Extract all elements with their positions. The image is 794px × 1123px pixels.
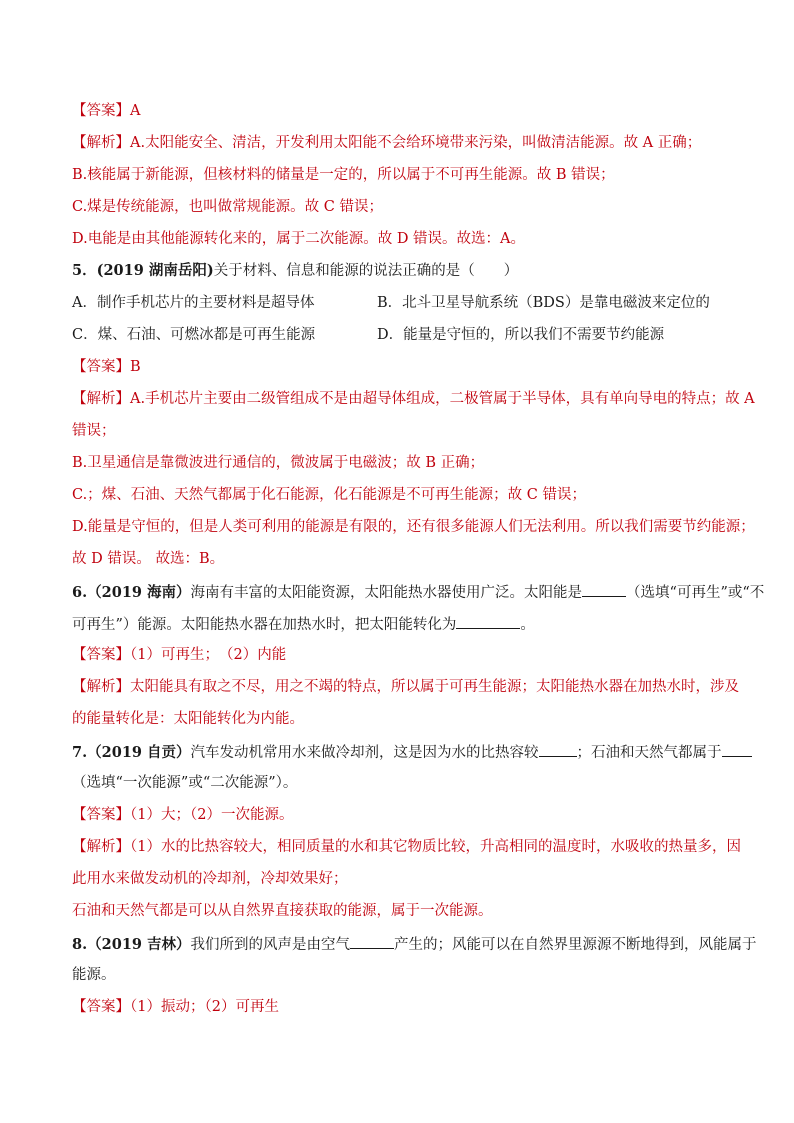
question-text: 可再生”）能源。太阳能热水器在加热水时，把太阳能转化为 xyxy=(72,617,457,633)
fill-blank xyxy=(722,738,752,757)
question-stem xyxy=(72,258,724,290)
answer-line xyxy=(72,98,724,130)
question-text: 关于材料、信息和能源的说法正确的是（ ） xyxy=(213,263,519,279)
option-row xyxy=(72,290,724,322)
answer-value: B xyxy=(130,359,141,375)
question-number: 6. xyxy=(72,584,88,601)
analysis-line xyxy=(72,674,739,706)
analysis-tag: 【解析】 xyxy=(72,679,130,695)
answer-value: A xyxy=(130,103,141,119)
option-b: B．北斗卫星导航系统（BDS）是靠电磁波来定位的 xyxy=(377,295,710,311)
question-stem xyxy=(72,770,724,802)
analysis-line xyxy=(72,386,755,418)
analysis-text: A.手机芯片主要由二级管组成不是由超导体组成，二极管属于半导体，具有单向导电的特点；故 A xyxy=(130,391,755,407)
question-stem xyxy=(72,578,765,610)
answer-value: （1）振动；（2）可再生 xyxy=(130,999,279,1015)
question-stem xyxy=(72,738,724,770)
question-source: （2019 吉林） xyxy=(87,936,191,953)
fill-blank xyxy=(582,578,626,597)
question-source: (2019 湖南岳阳) xyxy=(96,262,214,279)
answer-tag: 【答案】 xyxy=(72,359,130,375)
answer-tag: 【答案】 xyxy=(72,647,130,663)
analysis-text: B.核能属于新能源，但核材料的储量是一定的，所以属于不可再生能源。故 B 错误； xyxy=(72,167,615,183)
question-text: 海南有丰富的太阳能资源，太阳能热水器使用广泛。太阳能是 xyxy=(190,585,583,601)
question-text: 我们所到的风声是由空气 xyxy=(190,937,351,953)
option-row xyxy=(72,322,724,354)
analysis-text: （1）水的比热容较大，相同质量的水和其它物质比较，升高相同的温度时，水吸收的热量多，因 xyxy=(130,839,741,855)
question-text: （选填“可再生”或“不 xyxy=(626,585,765,601)
answer-value: （1）可再生； （2）内能 xyxy=(130,647,287,663)
question-text: 产生的；风能可以在自然界里源源不断地得到，风能属于 xyxy=(394,937,757,953)
answer-line xyxy=(72,802,724,834)
analysis-text: A.太阳能安全、清洁，开发利用太阳能不会给环境带来污染，叫做清洁能源。故 A 正确； xyxy=(130,135,702,151)
question-stem xyxy=(72,610,724,642)
fill-blank xyxy=(350,930,394,949)
answer-line xyxy=(72,354,724,386)
document-page xyxy=(72,98,765,1026)
option-d: D．能量是守恒的，所以我们不需要节约能源 xyxy=(377,327,665,343)
question-text: ；石油和天然气都属于 xyxy=(576,745,722,761)
analysis-tag: 【解析】 xyxy=(72,839,130,855)
question-number: 8. xyxy=(72,936,88,953)
analysis-text: 的能量转化是：太阳能转化为内能。 xyxy=(72,711,304,727)
answer-tag: 【答案】 xyxy=(72,103,130,119)
question-source: （2019 海南） xyxy=(87,584,191,601)
analysis-text: 错误； xyxy=(72,423,116,439)
analysis-text: 故 D 错误。 故选：B。 xyxy=(72,551,225,567)
answer-value: （1）大；（2）一次能源。 xyxy=(130,807,294,823)
analysis-text: C.煤是传统能源，也叫做常规能源。故 C 错误； xyxy=(72,199,383,215)
analysis-line xyxy=(72,834,741,866)
analysis-tag: 【解析】 xyxy=(72,391,130,407)
analysis-text: 太阳能具有取之不尽，用之不竭的特点，所以属于可再生能源；太阳能热水器在加热水时，涉及 xyxy=(130,679,739,695)
question-text: 能源。 xyxy=(72,967,116,983)
question-source: （2019 自贡） xyxy=(87,744,191,761)
analysis-tag: 【解析】 xyxy=(72,135,130,151)
option-c: C．煤、石油、可燃冰都是可再生能源 xyxy=(72,327,316,343)
fill-blank xyxy=(456,610,520,629)
answer-tag: 【答案】 xyxy=(72,999,130,1015)
analysis-line xyxy=(72,130,724,162)
answer-tag: 【答案】 xyxy=(72,807,130,823)
analysis-text: D.能量是守恒的，但是人类可利用的能源是有限的，还有很多能源人们无法利用。所以我们需要节约能源； xyxy=(72,519,755,535)
analysis-text: C.；煤、石油、天然气都属于化石能源，化石能源是不可再生能源；故 C 错误； xyxy=(72,487,586,503)
answer-line xyxy=(72,642,724,674)
analysis-text: B.卫星通信是靠微波进行通信的，微波属于电磁波；故 B 正确； xyxy=(72,455,485,471)
analysis-text: 此用水来做发动机的冷却剂，冷却效果好； xyxy=(72,871,348,887)
analysis-text: 石油和天然气都是可以从自然界直接获取的能源，属于一次能源。 xyxy=(72,903,493,919)
question-stem xyxy=(72,930,757,962)
analysis-text: D.电能是由其他能源转化来的，属于二次能源。故 D 错误。故选：A。 xyxy=(72,231,526,247)
fill-blank xyxy=(539,738,577,757)
question-number: 5． xyxy=(72,262,97,279)
question-stem xyxy=(72,962,724,994)
question-text: （选填“一次能源”或“二次能源”）。 xyxy=(72,775,298,791)
question-number: 7. xyxy=(72,744,88,761)
option-a: A．制作手机芯片的主要材料是超导体 xyxy=(72,295,315,311)
question-text: 。 xyxy=(520,617,535,633)
question-text: 汽车发动机常用水来做冷却剂，这是因为水的比热容较 xyxy=(190,745,539,761)
answer-line xyxy=(72,994,724,1026)
